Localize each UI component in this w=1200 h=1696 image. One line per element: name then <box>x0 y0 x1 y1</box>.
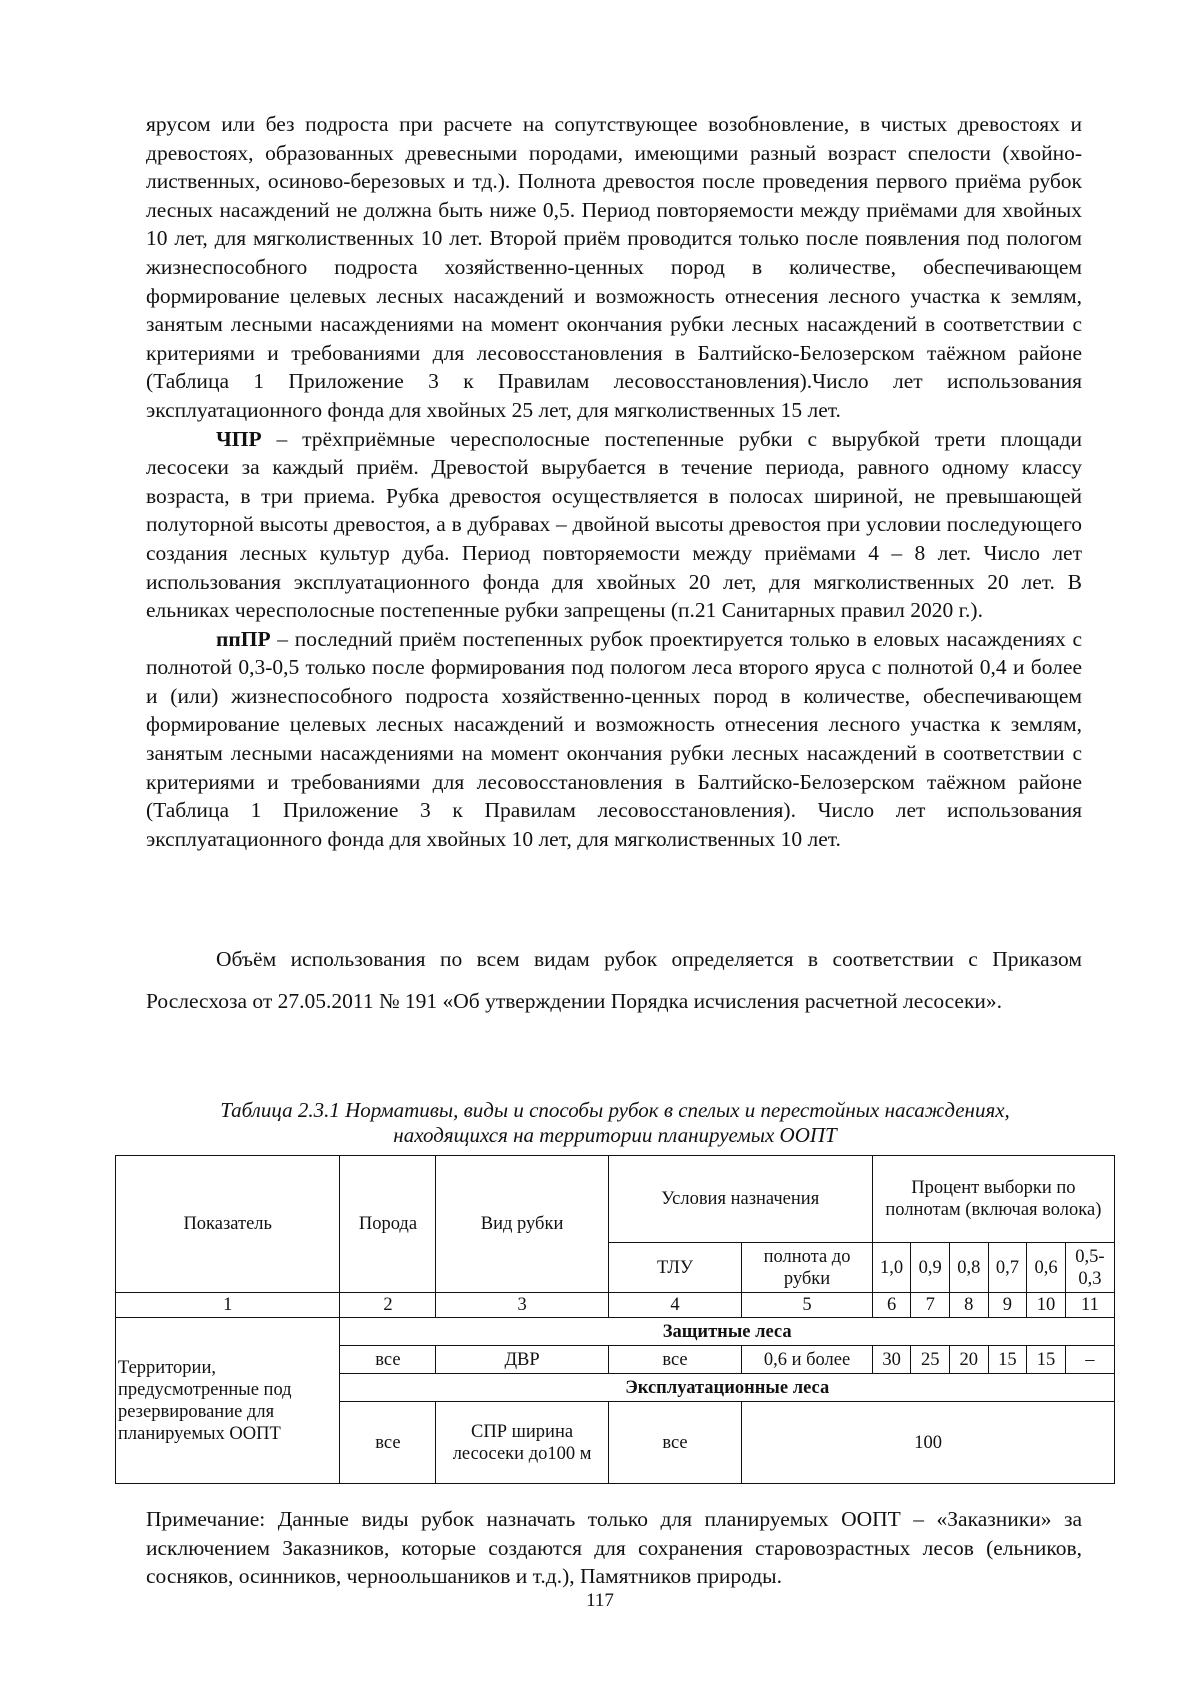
term-chpr: ЧПР <box>216 426 262 451</box>
section-row-protective <box>116 1318 1115 1346</box>
table-note: Примечание: Данные виды рубок назначать только для планируемых ООПТ – «Заказники» за исключением Заказников, которые создаются для сохранения старовозрастных лесов (ельников, сосняков, осинников, черноольшаников и т.д.), Памятников природы. <box>146 1507 1082 1589</box>
cell-percent-0-8: 20 <box>950 1346 989 1374</box>
paragraph-1: ярусом или без подроста при расчете на сопутствующее возобновление, в чистых древостоях и древостоях, образованных древесными породами, имеющими разный возраст спелости (хвойно-лиственных, осиново-березовых и тд.). Полнота древостоя после проведения первого приёма рубок лесных насаждений не должна быть ниже 0,5. Период повторяемости между приёмами для хвойных 10 лет, для мягколиственных 10 лет. Второй приём проводится только после появления под пологом жизнеспособного подроста хозяйственно-ценных пород в количестве, обеспечивающем формирование целевых лесных насаждений и возможность отнесения лесного участка к землям, занятым лесными насаждениями на момент окончания рубки лесных насаждений в соответствии с критериями и требованиями для лесовосстановления в Балтийско-Белозерском таёжном районе (Таблица 1 Приложение 3 к Правилам лесовосстановления).Число лет использования эксплуатационного фонда для хвойных 25 лет, для мягколиственных 15 лет. <box>146 112 1082 422</box>
paragraph-2-text: – трёхприёмные чересполосные постепенные рубки с вырубкой трети площади лесосеки за каждый приём. Древостой вырубается в течение периода, равного одному классу возраста, в три приема. Рубка древостоя осуществляется в полосах шириной, не превышающей полуторной высоты древостоя, а в дубравах – двойной высоты древостоя при условии последующего создания лесных культур дуба. Период повторяемости между приёмами 4 – 8 лет. Число лет использования эксплуатационного фонда для хвойных 20 лет, для мягколиственных 20 лет. В ельниках чересполосные постепенные рубки запрещены (п.21 Санитарных правил 2020 г.). <box>146 426 1082 623</box>
column-number: 9 <box>988 1293 1027 1318</box>
column-number: 8 <box>950 1293 989 1318</box>
header-indicator: Показатель <box>116 1156 340 1293</box>
section-exploitation-forests: Эксплуатационные леса <box>340 1374 1115 1402</box>
paragraph-3-text: – последний приём постепенных рубок проектируется только в еловых насаждениях с полнотой 0,3-0,5 только после формирования под пологом леса второго яруса с полнотой 0,4 и более и (или) жизнеспособного подроста хозяйственно-ценных пород в количестве, обеспечивающем формирование целевых лесных насаждений и возможность отнесения лесного участка к землям, занятым лесными насаждениями на момент окончания рубки лесных насаждений в соответствии с критериями и требованиями для лесовосстановления в Балтийско-Белозерском таёжном районе (Таблица 1 Приложение 3 к Правилам лесовосстановления). Число лет использования эксплуатационного фонда для хвойных 10 лет, для мягколиственных 10 лет. <box>146 626 1082 851</box>
cell-percent-0-5-0-3: – <box>1065 1346 1114 1374</box>
column-number: 5 <box>742 1293 872 1318</box>
header-species: Порода <box>340 1156 436 1293</box>
header-density-0-9: 0,9 <box>911 1243 950 1293</box>
header-density-0-8: 0,8 <box>950 1243 989 1293</box>
header-density-0-7: 0,7 <box>988 1243 1027 1293</box>
cell-percent-all: 100 <box>742 1402 1115 1484</box>
header-density-1-0: 1,0 <box>872 1243 911 1293</box>
order-paragraph-block <box>146 938 1082 1022</box>
header-conditions: Условия назначения <box>608 1156 872 1243</box>
header-percent: Процент выборки по полнотам (включая волока) <box>872 1156 1114 1243</box>
table-caption-line-2: находящихся на территории планируемых ООПТ <box>393 1123 837 1147</box>
column-number-row <box>116 1293 1115 1318</box>
cell-tlu: все <box>608 1402 742 1484</box>
column-number: 4 <box>608 1293 742 1318</box>
body-text <box>146 110 1082 853</box>
cell-species: все <box>340 1402 436 1484</box>
page-number: 117 <box>586 1590 614 1611</box>
cell-percent-1-0: 30 <box>872 1346 911 1374</box>
header-tlu: ТЛУ <box>608 1243 742 1293</box>
cell-tlu: все <box>608 1346 742 1374</box>
cell-cut-type: СПР ширина лесосеки до100 м <box>436 1402 608 1484</box>
header-density-0-6: 0,6 <box>1027 1243 1066 1293</box>
column-number: 2 <box>340 1293 436 1318</box>
table-header-row-1 <box>116 1156 1115 1243</box>
header-density-before: полнота до рубки <box>742 1243 872 1293</box>
section-protective-forests: Защитные леса <box>340 1318 1115 1346</box>
header-density-0-5-0-3: 0,5-0,3 <box>1065 1243 1114 1293</box>
column-number: 10 <box>1027 1293 1066 1318</box>
cell-density: 0,6 и более <box>742 1346 872 1374</box>
norms-table <box>115 1155 1115 1484</box>
cell-percent-0-7: 15 <box>988 1346 1027 1374</box>
table-caption-line-1: Таблица 2.3.1 Нормативы, виды и способы рубок в спелых и перестойных насаждениях, <box>220 1098 1010 1122</box>
cell-cut-type: ДВР <box>436 1346 608 1374</box>
territory-cell: Территории, предусмотренные под резервирование для планируемых ООПТ <box>116 1318 340 1484</box>
cell-percent-0-6: 15 <box>1027 1346 1066 1374</box>
column-number: 3 <box>436 1293 608 1318</box>
column-number: 1 <box>116 1293 340 1318</box>
table-caption <box>110 1098 1120 1148</box>
paragraph-3 <box>146 625 1082 854</box>
term-pppr: ппПР <box>216 626 271 651</box>
cell-percent-0-9: 25 <box>911 1346 950 1374</box>
column-number: 6 <box>872 1293 911 1318</box>
column-number: 7 <box>911 1293 950 1318</box>
cell-species: все <box>340 1346 436 1374</box>
paragraph-4: Объём использования по всем видам рубок определяется в соответствии с Приказом Рослесхоза от 27.05.2011 № 191 «Об утверждении Порядка исчисления расчетной лесосеки». <box>146 947 1082 1013</box>
column-number: 11 <box>1065 1293 1114 1318</box>
header-cut-type: Вид рубки <box>436 1156 608 1293</box>
paragraph-2 <box>146 425 1082 625</box>
